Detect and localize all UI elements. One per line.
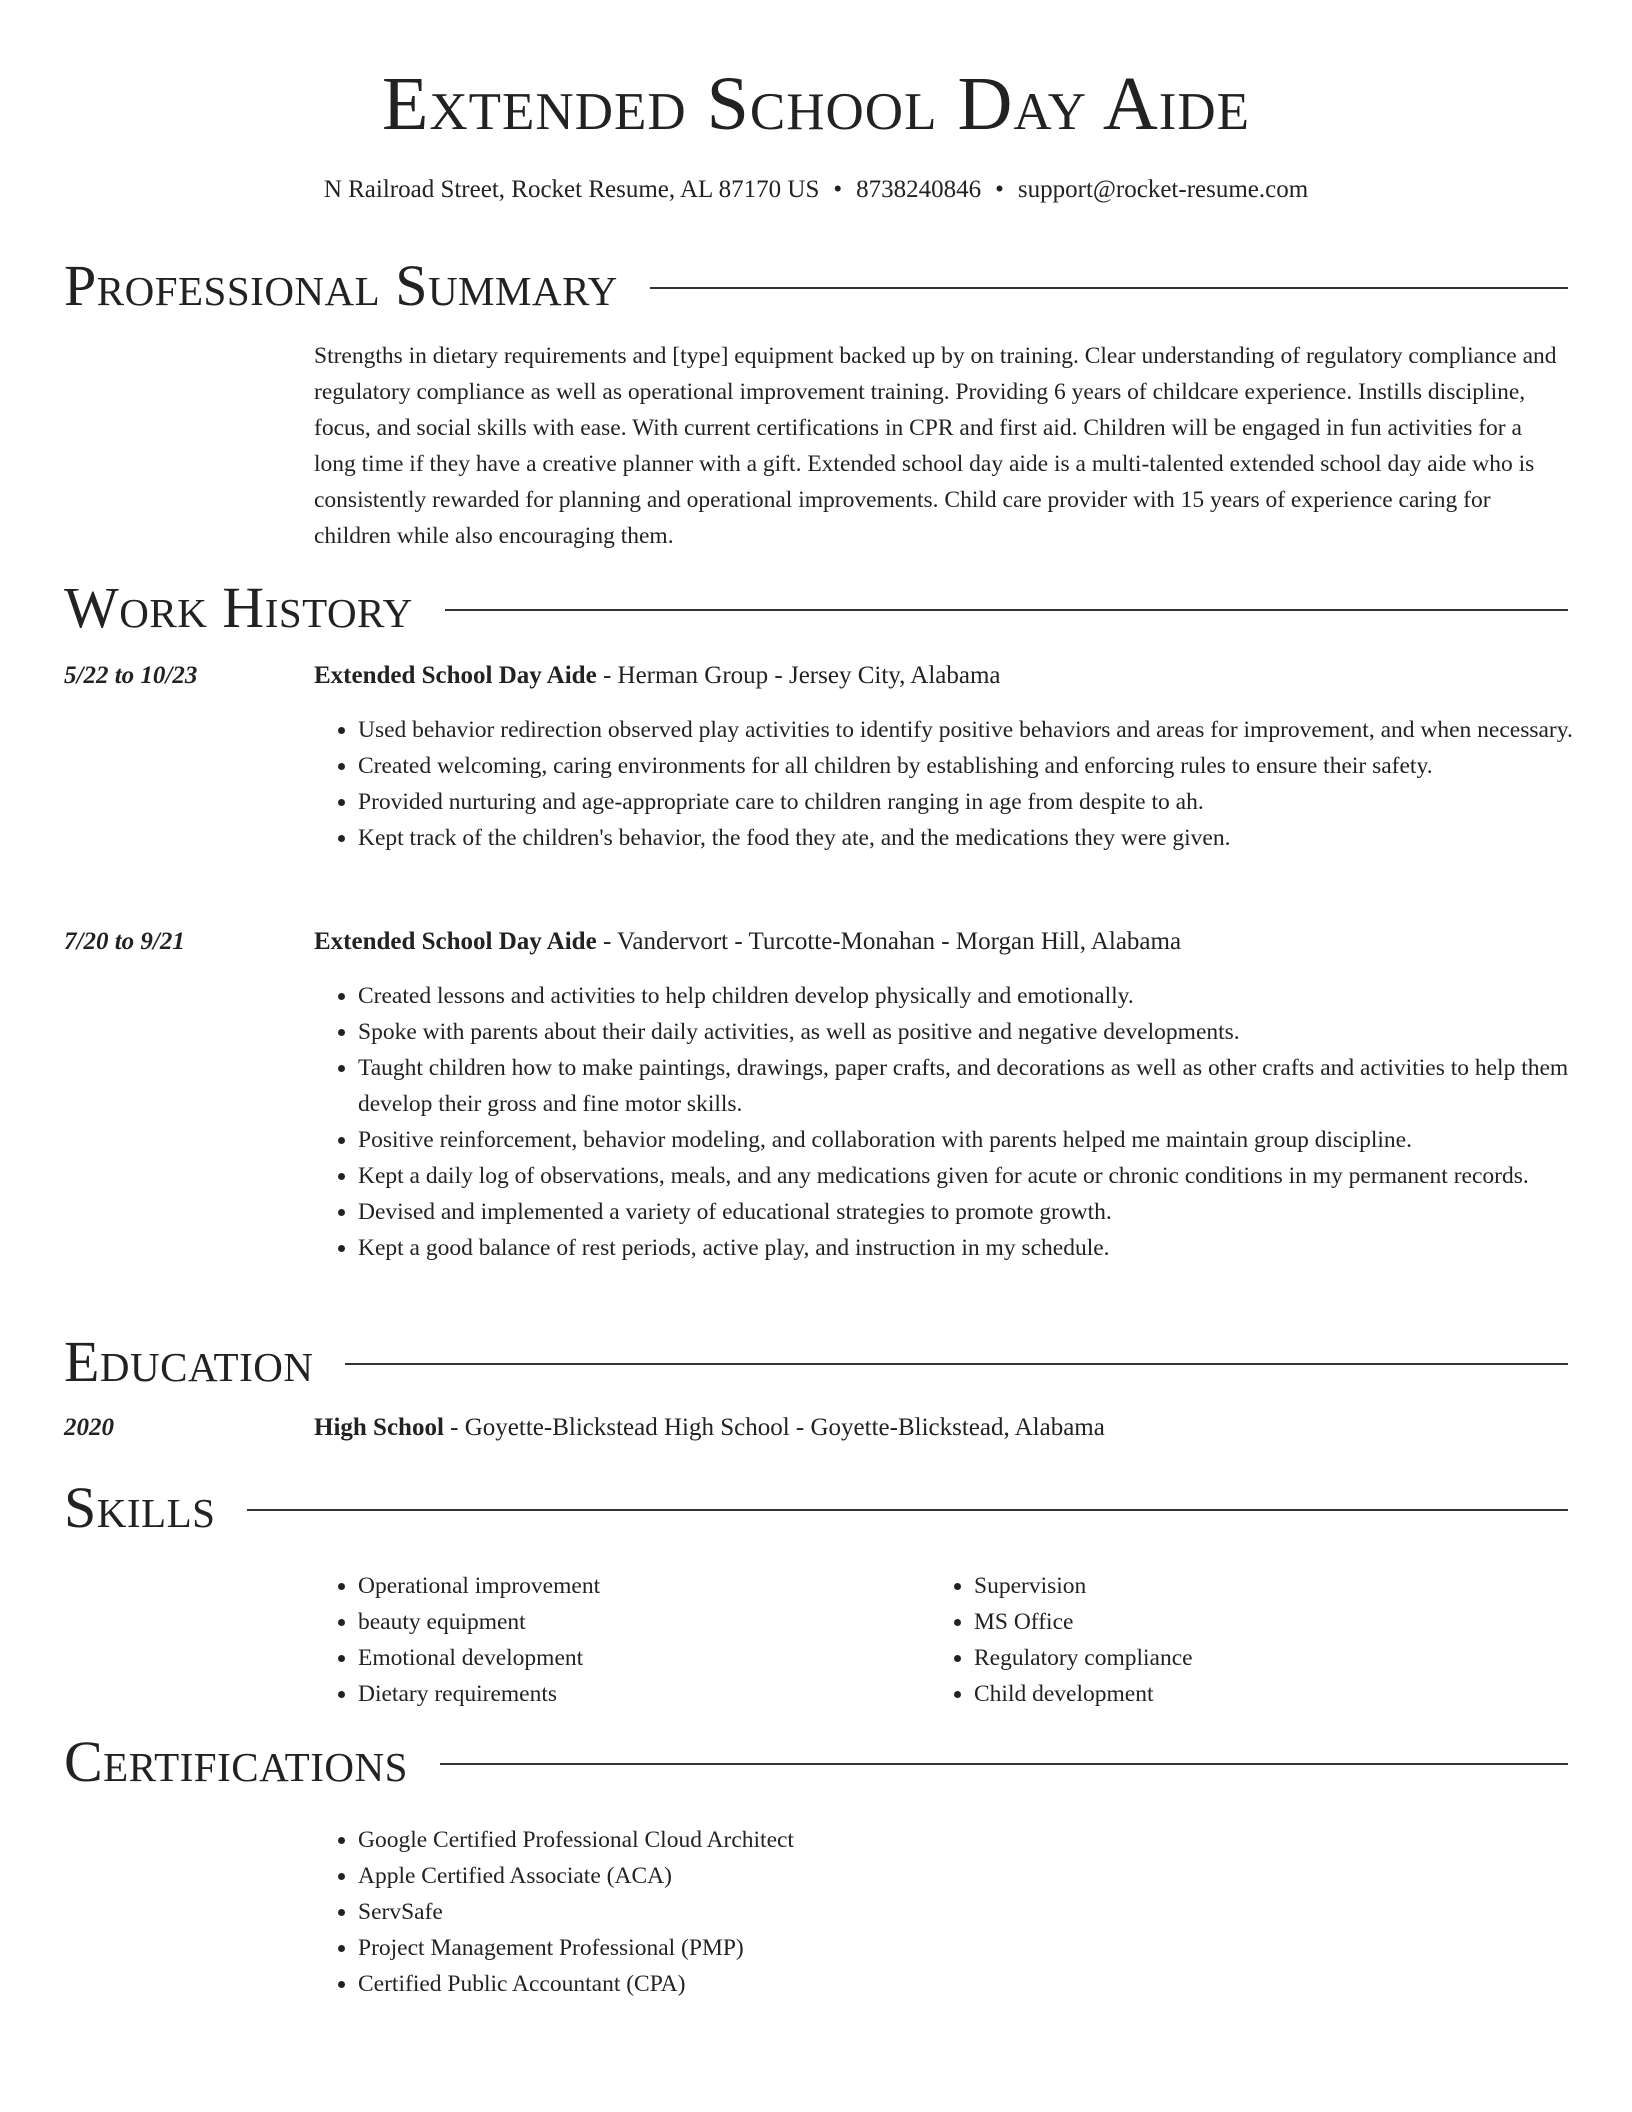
summary-section-header — [64, 254, 1568, 318]
skills-grid — [314, 1568, 1568, 1712]
list-item: • Created lessons and activities to help children develop physically and emotionally. — [358, 978, 1612, 1014]
list-item: • Kept a good balance of rest periods, active play, and instruction in my schedule. — [358, 1230, 1612, 1266]
education-degree: High School — [314, 1414, 444, 1441]
contact-separator: • — [995, 176, 1004, 203]
job-dates: 7/20 to 9/21 — [64, 928, 185, 955]
skills-column-right — [930, 1568, 1546, 1712]
list-item: • Apple Certified Associate (ACA) — [358, 1858, 1612, 1894]
list-item: • Kept a daily log of observations, meals, and any medications given for acute or chronic conditions in my permanent records. — [358, 1158, 1612, 1194]
list-item: • Emotional development — [358, 1640, 930, 1676]
list-item: • Positive reinforcement, behavior modeling, and collaboration with parents helped me maintain group discipline. — [358, 1122, 1612, 1158]
list-item: • Taught children how to make paintings, drawings, paper crafts, and decorations as well as other crafts and activities to help them develop their gross and fine motor skills. — [358, 1050, 1612, 1122]
summary-heading: Professional Summary — [64, 253, 618, 318]
list-item: • Created welcoming, caring environments for all children by establishing and enforcing rules to ensure their safety. — [358, 748, 1612, 784]
education-details: - Goyette-Blickstead High School - Goyette-Blickstead, Alabama — [443, 1414, 1105, 1441]
skills-heading: Skills — [64, 1475, 216, 1540]
list-item: • ServSafe — [358, 1894, 1612, 1930]
job-details: - Herman Group - Jersey City, Alabama — [596, 662, 1001, 689]
certifications-heading: Certifications — [64, 1729, 408, 1794]
contact-phone: 8738240846 — [856, 176, 982, 203]
list-item: • Child development — [974, 1676, 1546, 1712]
list-item: • beauty equipment — [358, 1604, 930, 1640]
list-item: • Regulatory compliance — [974, 1640, 1546, 1676]
work-history-heading: Work History — [64, 575, 413, 640]
contact-address: N Railroad Street, Rocket Resume, AL 87170 US — [323, 176, 820, 203]
contact-email[interactable]: support@rocket-resume.com — [1017, 176, 1309, 203]
section-divider — [247, 1509, 1568, 1511]
list-item: • Operational improvement — [358, 1568, 930, 1604]
section-divider — [650, 287, 1568, 289]
job-details: - Vandervort - Turcotte-Monahan - Morgan Hill, Alabama — [596, 928, 1182, 955]
contact-separator: • — [833, 176, 843, 203]
list-item: • Devised and implemented a variety of educational strategies to promote growth. — [358, 1194, 1612, 1230]
certifications-section-header — [64, 1730, 1568, 1794]
list-item: • Spoke with parents about their daily activities, as well as positive and negative developments. — [358, 1014, 1612, 1050]
skills-column-left — [314, 1568, 930, 1712]
section-divider — [345, 1363, 1568, 1365]
education-heading: Education — [64, 1329, 314, 1394]
list-item: • Project Management Professional (PMP) — [358, 1930, 1612, 1966]
skills-section-header — [64, 1476, 1568, 1540]
education-year: 2020 — [64, 1414, 114, 1441]
job-bullets — [314, 978, 1612, 1266]
section-divider — [440, 1763, 1568, 1765]
job-header — [314, 658, 1568, 694]
candidate-name: Extended School Day Aide — [381, 62, 1251, 146]
education-entry — [314, 1410, 1568, 1446]
job-dates: 5/22 to 10/23 — [64, 662, 198, 689]
work-history-section-header — [64, 576, 1568, 640]
list-item: • Supervision — [974, 1568, 1546, 1604]
list-item: • Dietary requirements — [358, 1676, 930, 1712]
list-item: • Google Certified Professional Cloud Architect — [358, 1822, 1612, 1858]
certifications-list — [314, 1822, 1612, 2002]
list-item: • Certified Public Accountant (CPA) — [358, 1966, 1612, 2002]
job-header — [314, 924, 1568, 960]
job-title: Extended School Day Aide — [314, 928, 597, 955]
job-bullets — [314, 712, 1612, 856]
contact-line — [0, 172, 1632, 208]
list-item: • Provided nurturing and age-appropriate care to children ranging in age from despite to ah. — [358, 784, 1612, 820]
education-section-header — [64, 1330, 1568, 1394]
summary-text: Strengths in dietary requirements and [type] equipment backed up by on training. Clear understanding of regulatory compliance and regulatory compliance as well as operational improvement training. Providing 6 years of childcare experience. Instills discipline, focus, and social skills with ease. With current certifications in CPR and first aid. Children will be engaged in fun activities for a long time if they have a creative planner with a gift. Extended school day aide is a multi-talented extended school day aide who is consistently rewarded for planning and operational improvements. Child care provider with 15 years of experience caring for children while also encouraging them. — [314, 343, 1557, 549]
list-item: • Used behavior redirection observed play activities to identify positive behaviors and areas for improvement, and when necessary. — [358, 712, 1612, 748]
list-item: • Kept track of the children's behavior, the food they ate, and the medications they were given. — [358, 820, 1612, 856]
job-title: Extended School Day Aide — [314, 662, 597, 689]
list-item: • MS Office — [974, 1604, 1546, 1640]
section-divider — [445, 609, 1568, 611]
